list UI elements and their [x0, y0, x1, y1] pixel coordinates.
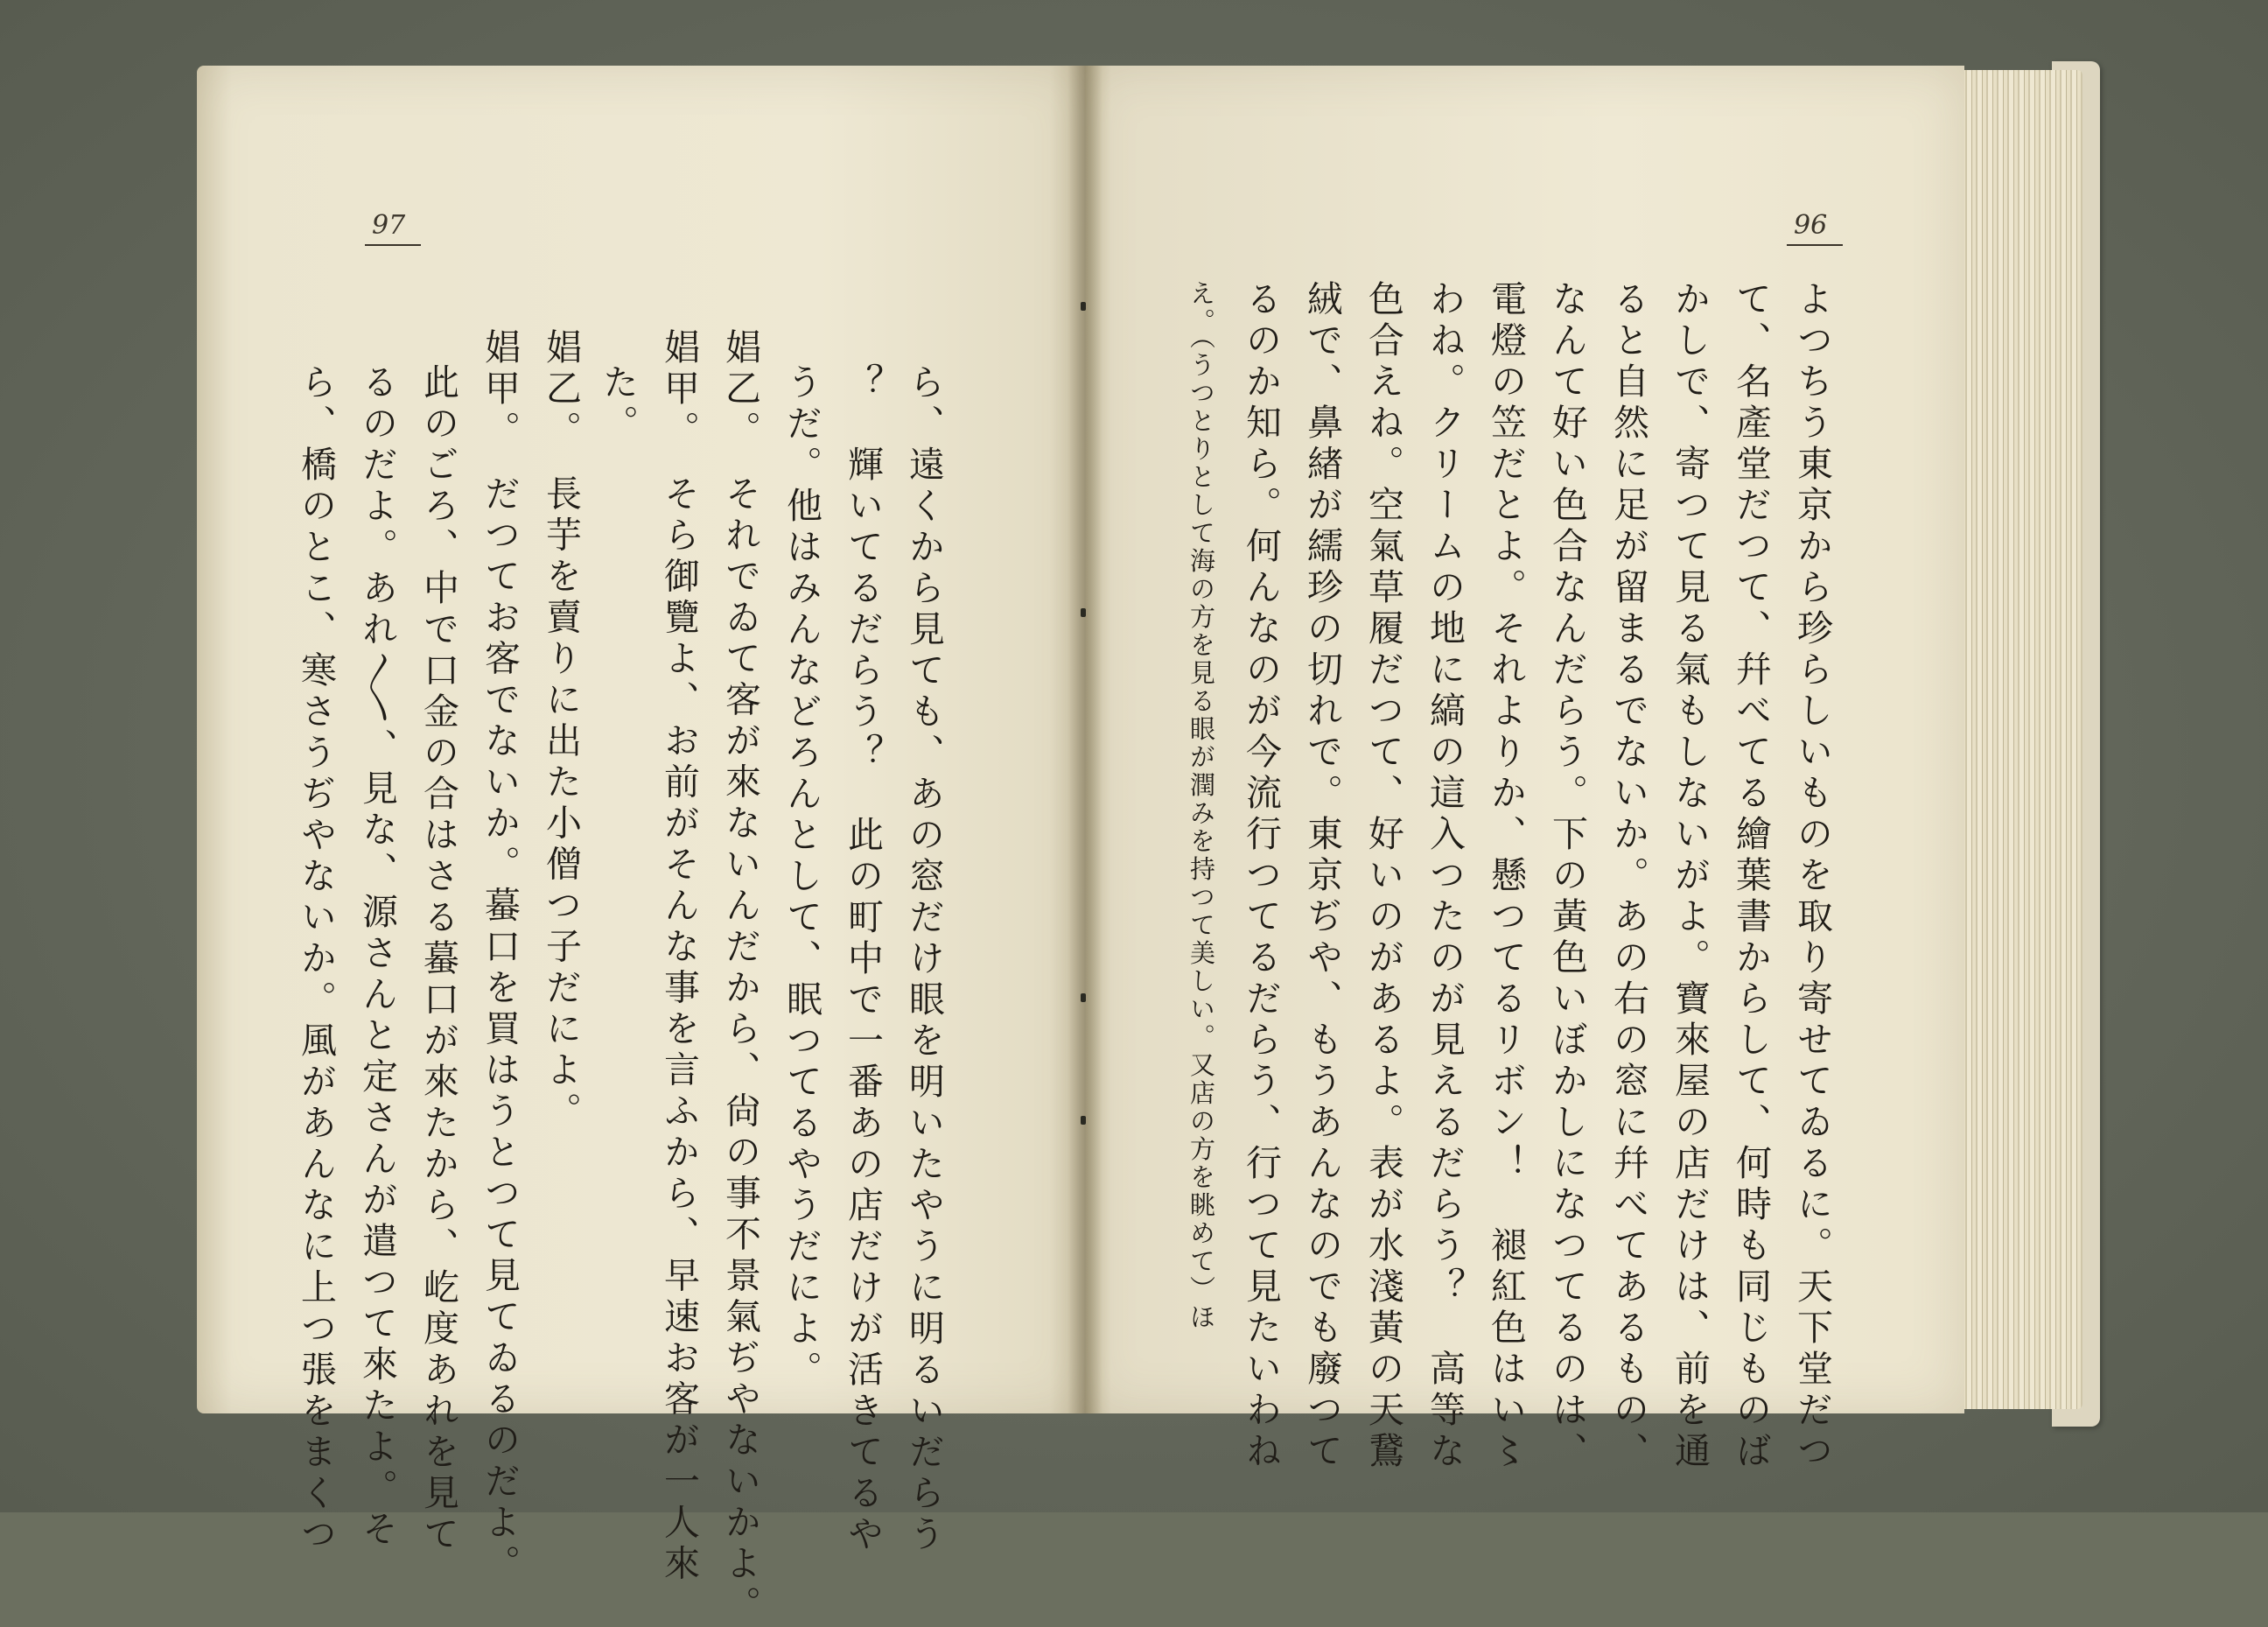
- text-column: ると自然に足が留まるでないか。あの右の窓に幷べてあるもの、: [1607, 280, 1649, 1473]
- text-column: かしで、寄つて見る氣もしないがよ。寶來屋の店だけは、前を通: [1669, 280, 1711, 1473]
- text-column: よつちう東京から珍らしいものを取り寄せてゐるに。天下堂だつ: [1791, 280, 1833, 1473]
- text-column: 絨で、鼻緖が繻珍の切れで。東京ぢや、もうあんなのでも廢つて: [1301, 280, 1343, 1473]
- left-page: [197, 66, 1085, 1627]
- text-column: ら、橋のとこ、寒さうぢやないか。風があんなに上つ張をまくつ: [295, 363, 337, 1556]
- text-column: た。: [597, 363, 639, 445]
- text-column-dialogue: 娼乙。 長芋を賣りに出た小僧つ子だによ。: [540, 328, 582, 1133]
- text-column: なんて好い色合なんだらう。下の黃色いぼかしになつてるのは、: [1546, 280, 1588, 1473]
- text-column: 此のごろ、中で口金の合はさる蟇口が來たから、屹度あれを見て: [417, 363, 459, 1556]
- binding-stitch: [1081, 993, 1086, 1002]
- page-edges: [1951, 70, 2082, 1409]
- page-number-left-text: 97: [372, 210, 406, 241]
- binding-stitch: [1081, 608, 1086, 617]
- open-book: [197, 66, 2091, 1627]
- page-number-rule: [365, 244, 421, 246]
- page-number-right: [1794, 210, 1827, 241]
- text-column-dialogue: 娼甲。 だつてお客でないか。蟇口を買はうとつて見てゐるのだよ。: [479, 328, 521, 1586]
- text-column: て、名產堂だつて、幷べてる繪葉書からして、何時も同じものば: [1730, 280, 1772, 1473]
- text-column: わね。クリームの地に縞の這入つたのが見えるだらう？ 高等な: [1424, 280, 1466, 1473]
- page-number-right-text: 96: [1794, 210, 1828, 241]
- binding-stitch: [1081, 1116, 1086, 1125]
- text-column: うだ。他はみんなどろんとして、眠つてるやうだによ。: [780, 363, 822, 1392]
- text-column: るのだよ。あれ〳〵、見な、源さんと定さんが遣つて來たよ。そ: [356, 363, 398, 1551]
- text-column-stage-direction: え。（うつとりとして海の方を見る眼が潤みを持つて美しい。又店の方を眺めて）ほ: [1186, 280, 1216, 1332]
- text-column-dialogue: 娼甲。 そら御覽よ、お前がそんな事を言ふから、早速お客が一人來: [658, 328, 700, 1586]
- text-column: ら、遠くから見ても、あの窓だけ眼を明いたやうに明るいだらう: [903, 363, 945, 1556]
- text-column: るのか知ら。何んなのが今流行つてるだらう、行つて見たいわね: [1240, 280, 1282, 1473]
- page-number-left: [372, 210, 405, 241]
- text-column: 色合えね。空氣草履だつて、好いのがあるよ。表が水淺黃の天鵞: [1362, 280, 1404, 1473]
- gutter-shadow: [1068, 66, 1102, 1413]
- text-column-dialogue: 娼乙。 それでゐて客が來ないんだから、尙の事不景氣ぢやないかよ。: [719, 328, 761, 1627]
- text-column: 電燈の笠だとよ。それよりか、懸つてるリボン！ 褪紅色はい〻: [1485, 280, 1527, 1473]
- binding-stitch: [1081, 302, 1086, 311]
- text-column: ？ 輝いてるだらう？ 此の町中で一番あの店だけが活きてるや: [842, 363, 884, 1556]
- right-page: [1085, 66, 1964, 1473]
- page-number-rule: [1787, 244, 1843, 246]
